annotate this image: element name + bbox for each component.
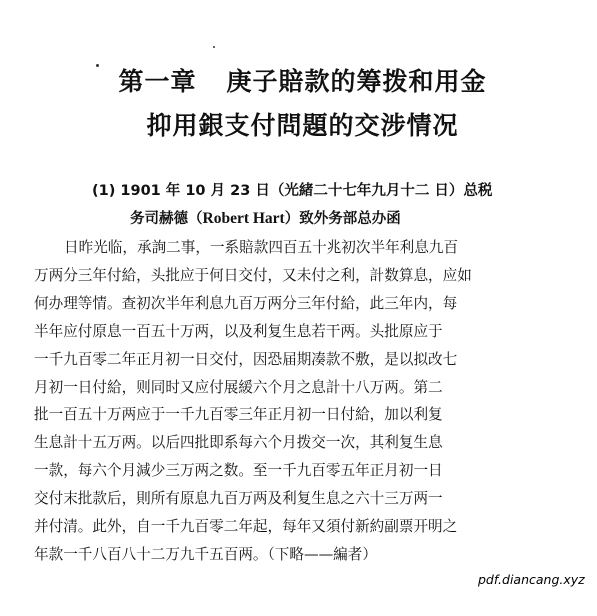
scan-speck <box>213 46 215 48</box>
body-line: 半年应付原息一百五十万两，以及利复生息若干两。头批原应于 <box>34 322 443 340</box>
body-line: 一千九百零二年正月初一日交付，因恐届期凑款不敷，是以拟改七 <box>34 350 458 368</box>
body-line: 批一百五十万两应于一千九百零三年正月初一日付給，加以利复 <box>34 406 443 424</box>
section-heading-line2 <box>92 205 572 233</box>
body-line: 一款，每六个月減少三万两之数。至一千九百零五年正月初一日 <box>34 462 443 480</box>
chapter-number: 第一章 <box>118 67 197 96</box>
body-line-last: 年款一千八百八十二万九千五百两。（下略——編者） <box>34 545 377 563</box>
section-heading-line2-b: ）致外务部总办函 <box>284 211 401 227</box>
body-line: 日昨光临，承詢二事，一系賠款四百五十兆初次半年利息九百 <box>64 239 459 256</box>
section-heading-line1: (1) 1901 年 10 月 23 日（光緒二十七年九月十二 日）总税 <box>92 183 493 199</box>
body-line: 月初一日付給，则同时又应付展緩六个月之息計十八万两。第二 <box>34 378 443 396</box>
body-line: 万两分三年付給，头批应于何日交付，又未付之利，計数算息，应如 <box>34 266 472 284</box>
chapter-title-part1: 庚子賠款的筹拨和用金 <box>226 67 487 96</box>
section-heading-line2-a: 务司赫德（ <box>130 211 203 227</box>
body-line: 生息計十五万两。以后四批即系每六个月拨交一次，其利复生息 <box>34 434 443 452</box>
watermark-text: pdf.diancang.xyz <box>478 572 585 587</box>
body-line: 何办理等情。查初次半年利息九百万两分三年付給，此三年内，每 <box>34 294 458 312</box>
section-heading <box>92 178 572 233</box>
body-paragraph <box>34 234 569 569</box>
chapter-title-line1 <box>4 62 597 98</box>
chapter-title-line2: 抑用銀支付問題的交涉情况 <box>146 111 459 140</box>
body-line: 交付末批款后，則所有原息九百万两及利复生息之六十三万两一 <box>34 490 443 508</box>
body-line: 并付清。此外，自一千九百零二年起，每年又須付新約副票开明之 <box>34 518 458 536</box>
person-name: Robert Hart <box>202 210 285 227</box>
